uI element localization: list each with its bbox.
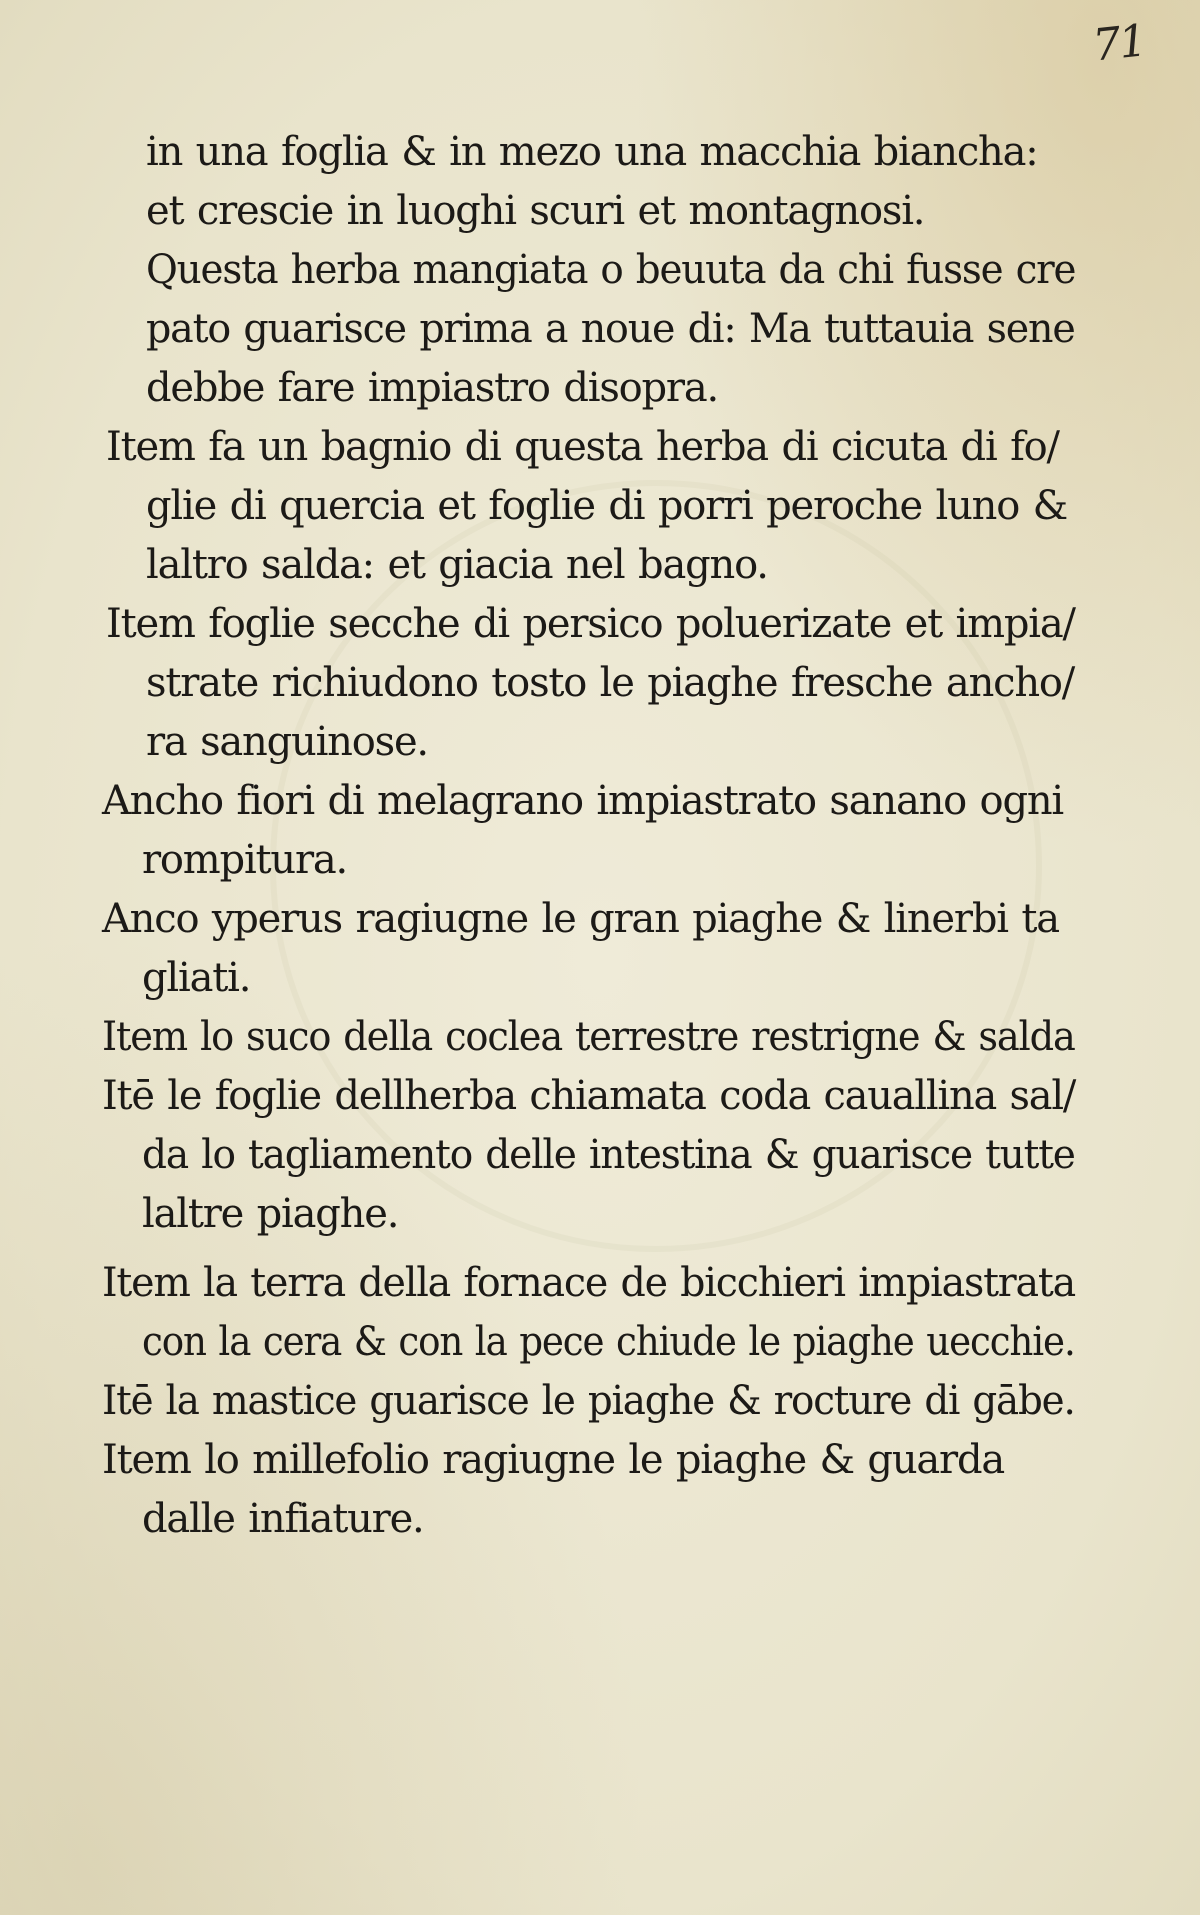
text-line: dalle infiature. [142,1496,424,1542]
text-line: Item foglie secche di persico poluerizate et impia/ [106,601,1075,647]
text-line: Item fa un bagnio di questa herba di cicuta di fo/ [106,424,1059,470]
text-line: Itē la mastice guarisce le piaghe & rocture di gābe. [102,1378,1075,1424]
folio-number: 71 [1090,15,1148,72]
text-line: Item lo millefolio ragiugne le piaghe & guarda [102,1437,1005,1483]
text-line: Item lo suco della coclea terrestre restrigne & salda [102,1014,1075,1060]
text-line: con la cera & con la pece chiude le piaghe uecchie. [142,1319,1075,1365]
text-line: pato guarisce prima a noue di: Ma tuttauia sene [146,306,1075,352]
text-line: laltre piaghe. [142,1191,399,1237]
text-line: da lo tagliamento delle intestina & guarisce tutte [142,1132,1075,1178]
text-line: et crescie in luoghi scuri et montagnosi. [146,188,925,234]
text-line: gliati. [142,955,251,1001]
text-line: in una foglia & in mezo una macchia biancha: [146,129,1038,175]
text-line: Questa herba mangiata o beuuta da chi fusse cre [146,247,1076,293]
text-line: debbe fare impiastro disopra. [146,365,719,411]
text-line: Ancho fiori di melagrano impiastrato sanano ogni [102,778,1064,824]
text-line: glie di quercia et foglie di porri peroche luno & [146,483,1068,529]
text-line: rompitura. [142,837,348,883]
text-line: Item la terra della fornace de bicchieri impiastrata [102,1260,1076,1306]
text-line: Anco yperus ragiugne le gran piaghe & linerbi ta [102,896,1059,942]
text-line: laltro salda: et giacia nel bagno. [146,542,768,588]
text-line: ra sanguinose. [146,719,428,765]
text-line: strate richiudono tosto le piaghe fresche ancho/ [146,660,1075,706]
text-line: Itē le foglie dellherba chiamata coda cauallina sal/ [102,1073,1076,1119]
